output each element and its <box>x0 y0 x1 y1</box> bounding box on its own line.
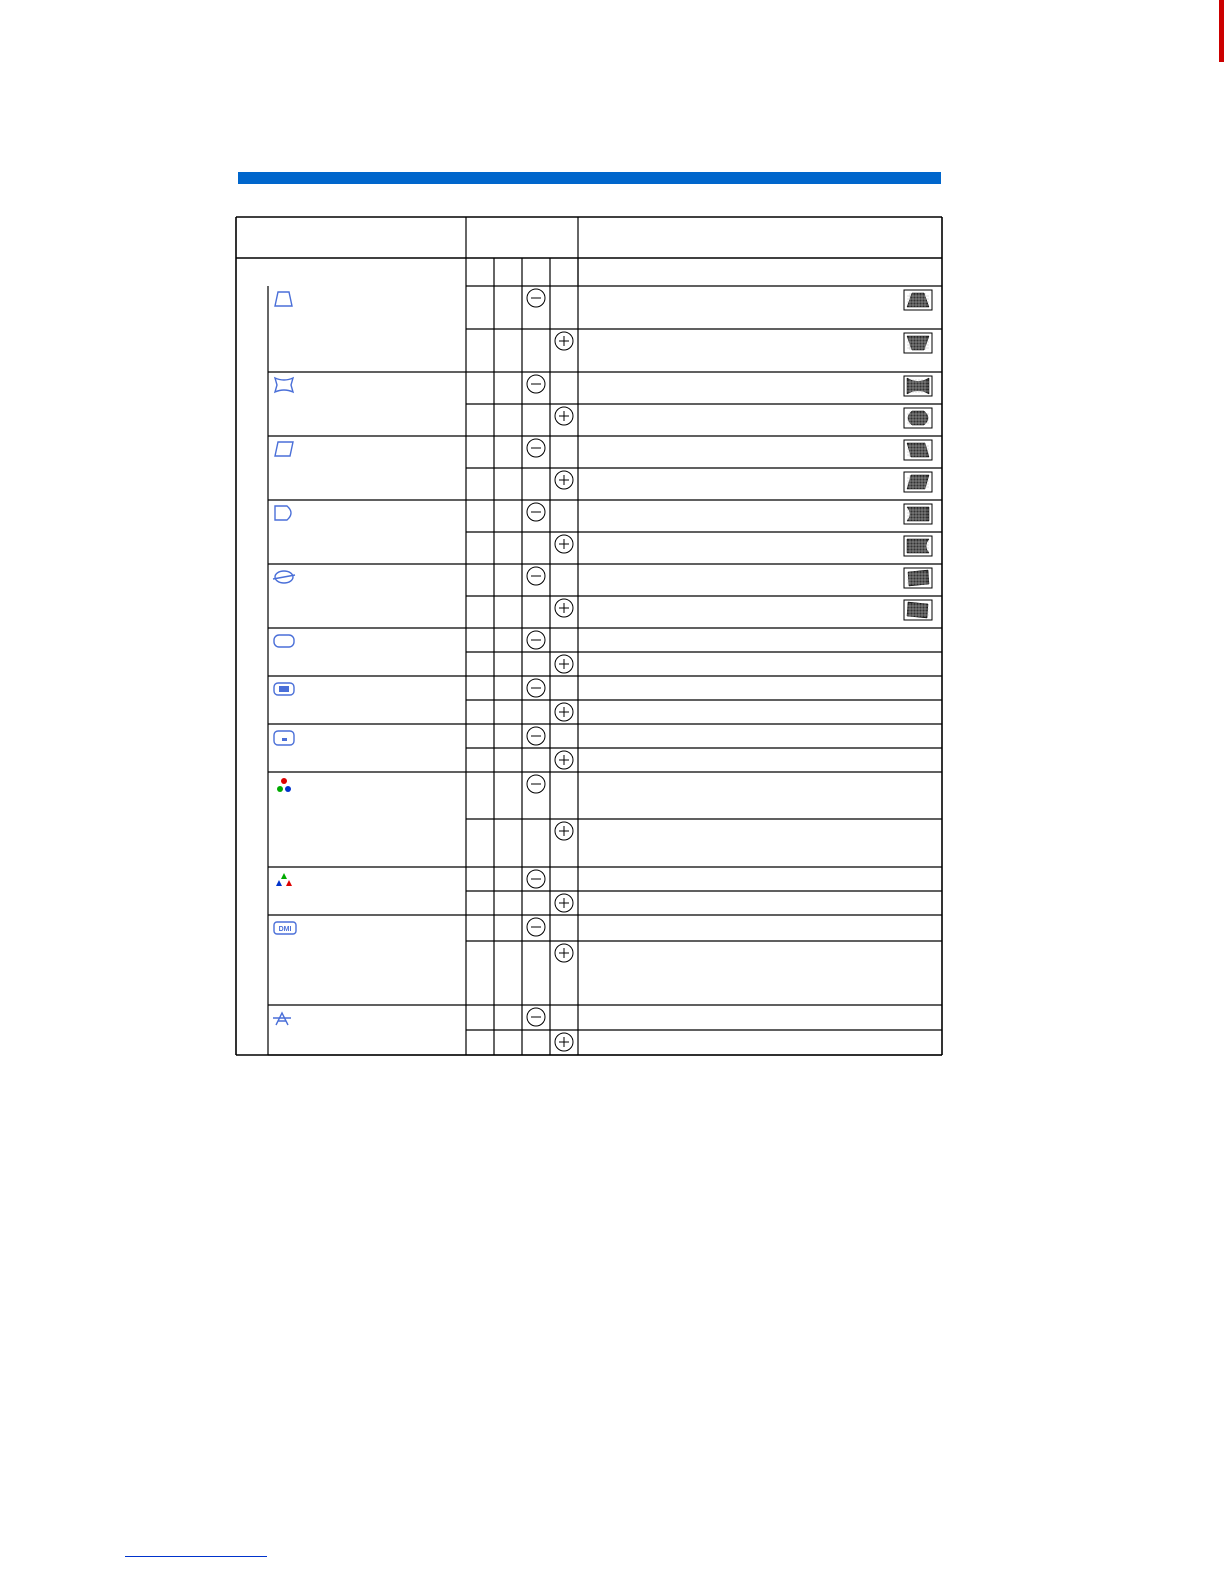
trapezoid-icon <box>275 292 292 306</box>
parallelogram-icon <box>275 442 293 456</box>
plus-icon <box>555 751 573 769</box>
trapezoid-narrow-top-preview <box>904 290 932 310</box>
plus-icon <box>555 822 573 840</box>
minus-icon <box>527 289 545 307</box>
minus-icon <box>527 1008 545 1026</box>
language-icon <box>273 1013 291 1025</box>
plus-icon <box>555 407 573 425</box>
minus-icon <box>527 631 545 649</box>
minus-icon <box>527 727 545 745</box>
plus-icon <box>555 471 573 489</box>
plus-icon <box>555 535 573 553</box>
minus-icon <box>527 870 545 888</box>
dmi-icon <box>274 922 296 934</box>
rotation-icon <box>273 571 295 583</box>
pincushion-preview <box>904 376 932 396</box>
parallelogram-left-preview <box>904 440 932 460</box>
minus-icon <box>527 439 545 457</box>
plus-icon <box>555 332 573 350</box>
minus-icon <box>527 679 545 697</box>
minus-icon <box>527 567 545 585</box>
footer-rule <box>125 1556 267 1557</box>
pin-balance-icon <box>275 506 291 520</box>
minus-icon <box>527 775 545 793</box>
plus-icon <box>555 599 573 617</box>
zoom-icon <box>274 683 294 695</box>
parallelogram-right-preview <box>904 472 932 492</box>
plus-icon <box>555 944 573 962</box>
barrel-preview <box>904 408 932 428</box>
color-adjust-icon <box>276 873 292 886</box>
minus-icon <box>527 918 545 936</box>
plus-icon <box>555 703 573 721</box>
plus-icon <box>555 655 573 673</box>
svg-text:DMI: DMI <box>278 926 292 933</box>
horizontal-size-icon <box>274 635 294 647</box>
plus-icon <box>555 1033 573 1051</box>
horizontal-position-icon <box>274 731 294 745</box>
trapezoid-narrow-bottom-preview <box>904 333 932 353</box>
minus-icon <box>527 503 545 521</box>
pin-balance-right-preview <box>904 536 932 556</box>
pin-balance-left-preview <box>904 504 932 524</box>
color-temperature-icon <box>277 778 291 792</box>
pincushion-icon <box>275 378 293 392</box>
rotate-left-preview <box>904 568 932 588</box>
rotate-right-preview <box>904 600 932 620</box>
minus-icon <box>527 375 545 393</box>
plus-icon <box>555 894 573 912</box>
